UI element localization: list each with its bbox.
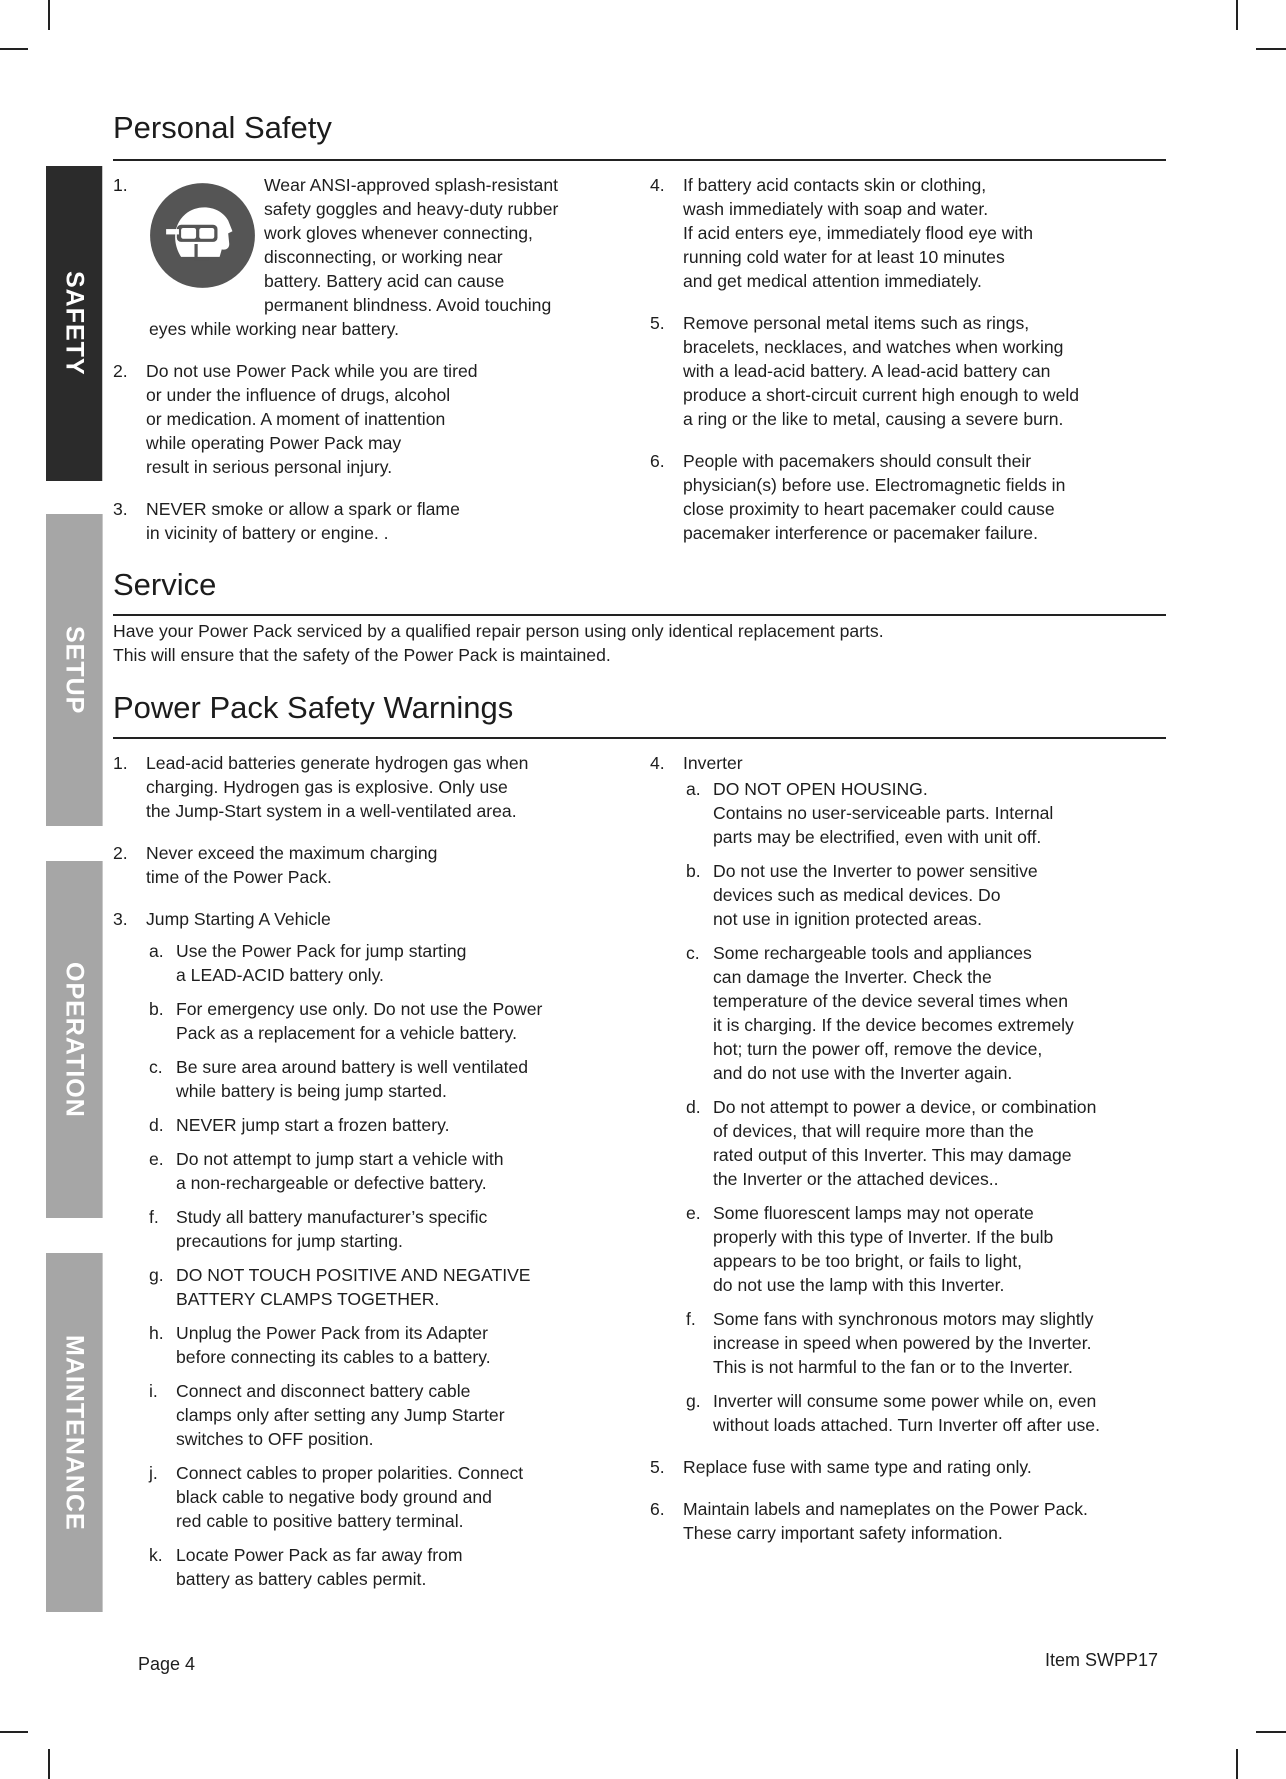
sub-text: Be sure area around battery is well ventilated while battery is being jump started. bbox=[176, 1057, 529, 1101]
item-text: Remove personal metal items such as rings, bracelets, necklaces, and watches when working with a lead-acid battery. A lead-acid battery can produce a short-circuit current high enough to weld a ring or the like to metal, causing a severe burn. bbox=[683, 313, 1080, 429]
tab-setup[interactable] bbox=[46, 514, 103, 826]
item-number: 6. bbox=[650, 451, 665, 471]
sub-letter: e. bbox=[149, 1149, 164, 1169]
sub-text: Connect and disconnect battery cable clamps only after setting any Jump Starter switches to OFF position. bbox=[176, 1381, 505, 1449]
sub-item bbox=[686, 1201, 1170, 1297]
tab-operation-label: OPERATION bbox=[60, 961, 89, 1118]
ps-item-1-text: Wear ANSI-approved splash-resistant safety goggles and heavy-duty rubber work gloves whenever connecting, disconnecting, or working near battery. Battery acid can cause permanent blindness. Avoid touching bbox=[264, 175, 559, 315]
section-rule bbox=[113, 614, 1166, 616]
sub-letter: g. bbox=[149, 1265, 164, 1285]
list-item bbox=[650, 1497, 1170, 1545]
ps-right-column bbox=[650, 173, 1170, 563]
sub-letter: j. bbox=[149, 1463, 158, 1483]
item-text: Lead-acid batteries generate hydrogen gas when charging. Hydrogen gas is explosive. Only use the Jump-Start system in a well-ventilated area. bbox=[146, 753, 529, 821]
sub-letter: a. bbox=[149, 941, 164, 961]
sub-item bbox=[149, 1321, 643, 1369]
list-item bbox=[650, 449, 1170, 545]
sub-text: DO NOT TOUCH POSITIVE AND NEGATIVE BATTERY CLAMPS TOGETHER. bbox=[176, 1265, 531, 1309]
list-item bbox=[113, 751, 643, 823]
safety-goggles-icon bbox=[149, 182, 256, 289]
list-item bbox=[113, 841, 643, 889]
personal-safety-heading: Personal Safety bbox=[113, 110, 332, 145]
sub-letter: f. bbox=[149, 1207, 159, 1227]
sub-letter: b. bbox=[686, 861, 701, 881]
sub-letter: c. bbox=[686, 943, 700, 963]
sub-text: Do not attempt to power a device, or combination of devices, that will require more than the rated output of this Inverter. This may damage the Inverter or the attached devices.. bbox=[713, 1097, 1097, 1189]
crop-mark bbox=[48, 0, 50, 30]
item-number: 5. bbox=[650, 313, 665, 333]
item-number: 4. bbox=[650, 175, 665, 195]
crop-mark bbox=[48, 1749, 50, 1779]
sub-item bbox=[149, 1147, 643, 1195]
item-text: Replace fuse with same type and rating only. bbox=[683, 1457, 1032, 1477]
item-number: 2. bbox=[113, 843, 128, 863]
tab-safety-label: SAFETY bbox=[60, 271, 89, 376]
list-item bbox=[650, 173, 1170, 293]
list-item bbox=[650, 751, 1170, 775]
sub-text: Some fans with synchronous motors may slightly increase in speed when powered by the Inverter. This is not harmful to the fan or to the Inverter. bbox=[713, 1309, 1094, 1377]
sub-text: NEVER jump start a frozen battery. bbox=[176, 1115, 450, 1135]
item-text: NEVER smoke or allow a spark or flame in vicinity of battery or engine. . bbox=[146, 499, 460, 543]
sub-item bbox=[149, 1379, 643, 1451]
sub-letter: g. bbox=[686, 1391, 701, 1411]
sub-letter: c. bbox=[149, 1057, 163, 1077]
sub-letter: d. bbox=[149, 1115, 164, 1135]
tab-safety[interactable] bbox=[46, 166, 103, 481]
sub-text: Use the Power Pack for jump starting a LEAD-ACID battery only. bbox=[176, 941, 467, 985]
sub-item bbox=[149, 1263, 643, 1311]
sub-letter: k. bbox=[149, 1545, 163, 1565]
crop-mark bbox=[1256, 48, 1286, 50]
sub-text: Do not use the Inverter to power sensitive devices such as medical devices. Do not use in ignition protected areas. bbox=[713, 861, 1038, 929]
service-text: Have your Power Pack serviced by a qualified repair person using only identical replacement parts. This will ensure that the safety of the Power Pack is maintained. bbox=[113, 621, 884, 665]
item-number-footer: Item SWPP17 bbox=[1045, 1650, 1159, 1670]
item-text: Never exceed the maximum charging time of the Power Pack. bbox=[146, 843, 438, 887]
service-heading: Service bbox=[113, 567, 217, 602]
crop-mark bbox=[1236, 1749, 1238, 1779]
item-number: 1. bbox=[113, 753, 128, 773]
page-number: Page 4 bbox=[138, 1654, 196, 1674]
crop-mark bbox=[0, 48, 28, 50]
tab-maintenance-label: MAINTENANCE bbox=[60, 1334, 89, 1531]
section-rule bbox=[113, 737, 1166, 739]
item-text: Jump Starting A Vehicle bbox=[146, 909, 331, 929]
sub-letter: f. bbox=[686, 1309, 696, 1329]
sub-item bbox=[149, 997, 643, 1045]
crop-mark bbox=[1236, 0, 1238, 30]
list-item bbox=[650, 1455, 1170, 1479]
item-number: 6. bbox=[650, 1499, 665, 1519]
sub-text: Connect cables to proper polarities. Connect black cable to negative body ground and red cable to positive battery terminal. bbox=[176, 1463, 524, 1531]
sub-item bbox=[686, 1307, 1170, 1379]
sub-item bbox=[686, 859, 1170, 931]
list-item bbox=[113, 359, 633, 479]
sub-item bbox=[686, 1389, 1170, 1437]
sub-text: Do not attempt to jump start a vehicle with a non-rechargeable or defective battery. bbox=[176, 1149, 504, 1193]
item-number: 2. bbox=[113, 361, 128, 381]
item-text: People with pacemakers should consult their physician(s) before use. Electromagnetic fields in close proximity to heart pacemaker could cause pacemaker interference or pacemaker failure. bbox=[683, 451, 1066, 543]
sub-letter: a. bbox=[686, 779, 701, 799]
sub-item bbox=[149, 1113, 643, 1137]
sub-letter: h. bbox=[149, 1323, 164, 1343]
sub-item bbox=[149, 1543, 643, 1591]
list-item bbox=[113, 907, 643, 931]
sub-letter: e. bbox=[686, 1203, 701, 1223]
item-text: Maintain labels and nameplates on the Power Pack. These carry important safety information. bbox=[683, 1499, 1088, 1543]
sub-item bbox=[686, 1095, 1170, 1191]
ppw-left-column bbox=[113, 751, 643, 1601]
item-number: 5. bbox=[650, 1457, 665, 1477]
sub-text: Locate Power Pack as far away from battery as battery cables permit. bbox=[176, 1545, 463, 1589]
sub-letter: b. bbox=[149, 999, 164, 1019]
sub-item bbox=[686, 941, 1170, 1085]
list-item bbox=[650, 311, 1170, 431]
sub-item bbox=[149, 1055, 643, 1103]
sub-text: DO NOT OPEN HOUSING. Contains no user-serviceable parts. Internal parts may be electrified, even with unit off. bbox=[713, 779, 1054, 847]
sub-text: Inverter will consume some power while on, even without loads attached. Turn Inverter off after use. bbox=[713, 1391, 1100, 1435]
sub-text: For emergency use only. Do not use the Power Pack as a replacement for a vehicle battery. bbox=[176, 999, 543, 1043]
tab-maintenance[interactable] bbox=[46, 1253, 103, 1612]
ps-item-1-number: 1. bbox=[113, 175, 128, 195]
item-text: Inverter bbox=[683, 753, 743, 773]
sub-text: Study all battery manufacturer’s specific precautions for jump starting. bbox=[176, 1207, 488, 1251]
item-text: Do not use Power Pack while you are tired or under the influence of drugs, alcohol or medication. A moment of inattention while operating Power Pack may result in serious personal injury. bbox=[146, 361, 478, 477]
sub-text: Some rechargeable tools and appliances can damage the Inverter. Check the temperature of the device several times when it is charging. If the device becomes extremely hot; turn the power off, remove the device, and do not use with the Inverter again. bbox=[713, 943, 1074, 1083]
sub-item bbox=[686, 777, 1170, 849]
item-number: 3. bbox=[113, 499, 128, 519]
ppw-right-column bbox=[650, 751, 1170, 1563]
crop-mark bbox=[0, 1731, 28, 1733]
tab-setup-label: SETUP bbox=[60, 625, 89, 715]
item-number: 3. bbox=[113, 909, 128, 929]
sub-item bbox=[149, 1205, 643, 1253]
crop-mark bbox=[1256, 1731, 1286, 1733]
power-pack-warnings-heading: Power Pack Safety Warnings bbox=[113, 690, 514, 725]
tab-operation[interactable] bbox=[46, 861, 103, 1218]
ps-item-1-tail: eyes while working near battery. bbox=[149, 319, 400, 339]
item-text: If battery acid contacts skin or clothing, wash immediately with soap and water. If acid enters eye, immediately flood eye with running cold water for at least 10 minutes and get medical attention immediately. bbox=[683, 175, 1034, 291]
sub-letter: d. bbox=[686, 1097, 701, 1117]
sub-letter: i. bbox=[149, 1381, 158, 1401]
sub-text: Some fluorescent lamps may not operate properly with this type of Inverter. If the bulb appears to be too bright, or fails to light, do not use the lamp with this Inverter. bbox=[713, 1203, 1054, 1295]
list-item bbox=[113, 497, 633, 545]
sub-text: Unplug the Power Pack from its Adapter before connecting its cables to a battery. bbox=[176, 1323, 491, 1367]
section-rule bbox=[113, 159, 1166, 161]
sub-item bbox=[149, 939, 643, 987]
item-number: 4. bbox=[650, 753, 665, 773]
ps-left-column bbox=[113, 359, 633, 563]
sub-item bbox=[149, 1461, 643, 1533]
